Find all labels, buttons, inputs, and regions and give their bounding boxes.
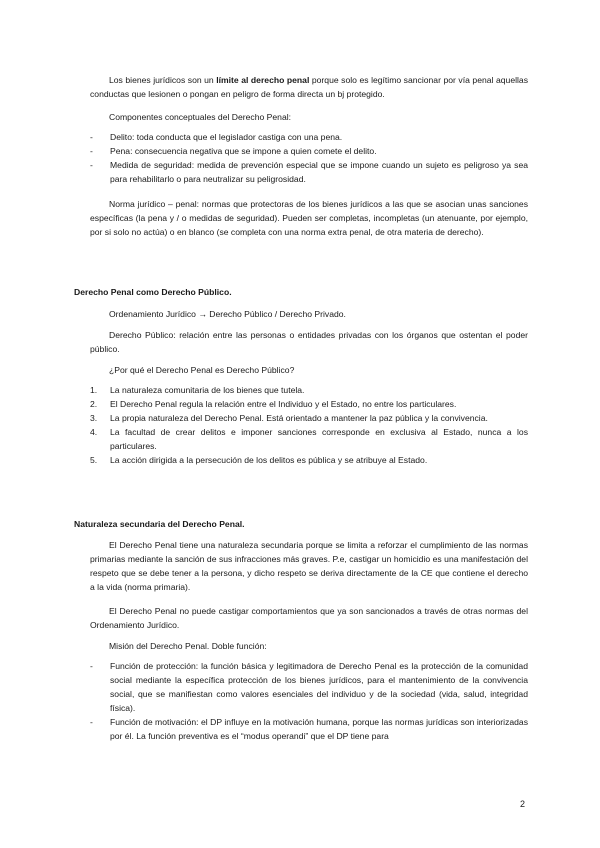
norma-juridica-paragraph: Norma jurídico – penal: normas que protectoras de los bienes jurídicos a las que se asocian unas sanciones específicas (la pena y / o medidas de seguridad). Pueden ser completas, incompletas (un atenuante, por ejemplo, por si solo no actúa) o en blanco (se completa con una norma extra penal, de otra materia de derecho). [90, 199, 528, 237]
list-item: 4. La facultad de crear delitos e imponer sanciones corresponde en exclusiva al Estado, nunca a los particulares. [90, 427, 528, 451]
list-item: - Delito: toda conducta que el legislador castiga con una pena. [90, 132, 343, 142]
intro-bold-text: límite al derecho penal [216, 75, 310, 85]
naturaleza-paragraph-2: El Derecho Penal no puede castigar comportamientos que ya son sancionados a través de otras normas del Ordenamiento Jurídico. [90, 606, 528, 630]
list-item: 3. La propia naturaleza del Derecho Penal. Está orientado a mantener la paz pública y la convivencia. [90, 413, 488, 423]
derecho-publico-paragraph: Derecho Público: relación entre las personas o entidades privadas con los órganos que ostentan el poder público. [90, 330, 528, 354]
list-item: - Función de motivación: el DP influye en la motivación humana, porque las normas jurídicas son interiorizadas por él. La función preventiva es el “modus operandi” que el DP tiene para [90, 717, 528, 741]
razones-list [90, 383, 528, 467]
intro-text-2: porque solo es legítimo sancionar por vía penal aquellas conductas que lesionen o pongan en peligro de forma directa un bj protegido. [90, 75, 528, 99]
list-item: - Medida de seguridad: medida de prevención especial que se impone cuando un sujeto es peligroso ya sea para rehabilitarlo o para neutralizar su peligrosidad. [90, 160, 528, 184]
funciones-list [90, 659, 528, 743]
componentes-list [90, 130, 528, 186]
list-item: 1. La naturaleza comunitaria de los bienes que tutela. [90, 385, 305, 395]
ordenamiento-line: Ordenamiento Jurídico → Derecho Público / Derecho Privado. [109, 309, 346, 319]
intro-text-1: Los bienes jurídicos son un [109, 75, 217, 85]
intro-paragraph [90, 73, 528, 101]
mision-title: Misión del Derecho Penal. Doble función: [109, 641, 267, 651]
naturaleza-paragraph-1: El Derecho Penal tiene una naturaleza secundaria porque se limita a reforzar el cumplimiento de las normas primarias mediante la sanción de sus infracciones más graves. P.e, castigar un homicidio es una manifestación del respeto que se debe tener a la persona, y dicho respeto se deriva directamente de la CE que contiene el derecho a la vida (norma primaria). [90, 540, 528, 592]
list-item: - Función de protección: la función básica y legitimadora de Derecho Penal es la protección de la comunidad social mediante la específica protección de los bienes jurídicos, para el mantenimiento de la convivencia social, que se manifiestan como valores esenciales del individuo y de la sociedad (vida, salud, integridad física). [90, 661, 528, 713]
pregunta-line: ¿Por qué el Derecho Penal es Derecho Público? [109, 365, 295, 375]
section-title-naturaleza: Naturaleza secundaria del Derecho Penal. [74, 519, 245, 529]
componentes-title: Componentes conceptuales del Derecho Penal: [109, 112, 292, 122]
page-number: 2 [520, 799, 526, 809]
list-item: 2. El Derecho Penal regula la relación entre el Individuo y el Estado, no entre los particulares. [90, 399, 457, 409]
section-title-derecho-publico: Derecho Penal como Derecho Público. [74, 287, 232, 297]
list-item: - Pena: consecuencia negativa que se impone a quien comete el delito. [90, 146, 377, 156]
list-item: 5. La acción dirigida a la persecución de los delitos es pública y se atribuye al Estado. [90, 455, 428, 465]
